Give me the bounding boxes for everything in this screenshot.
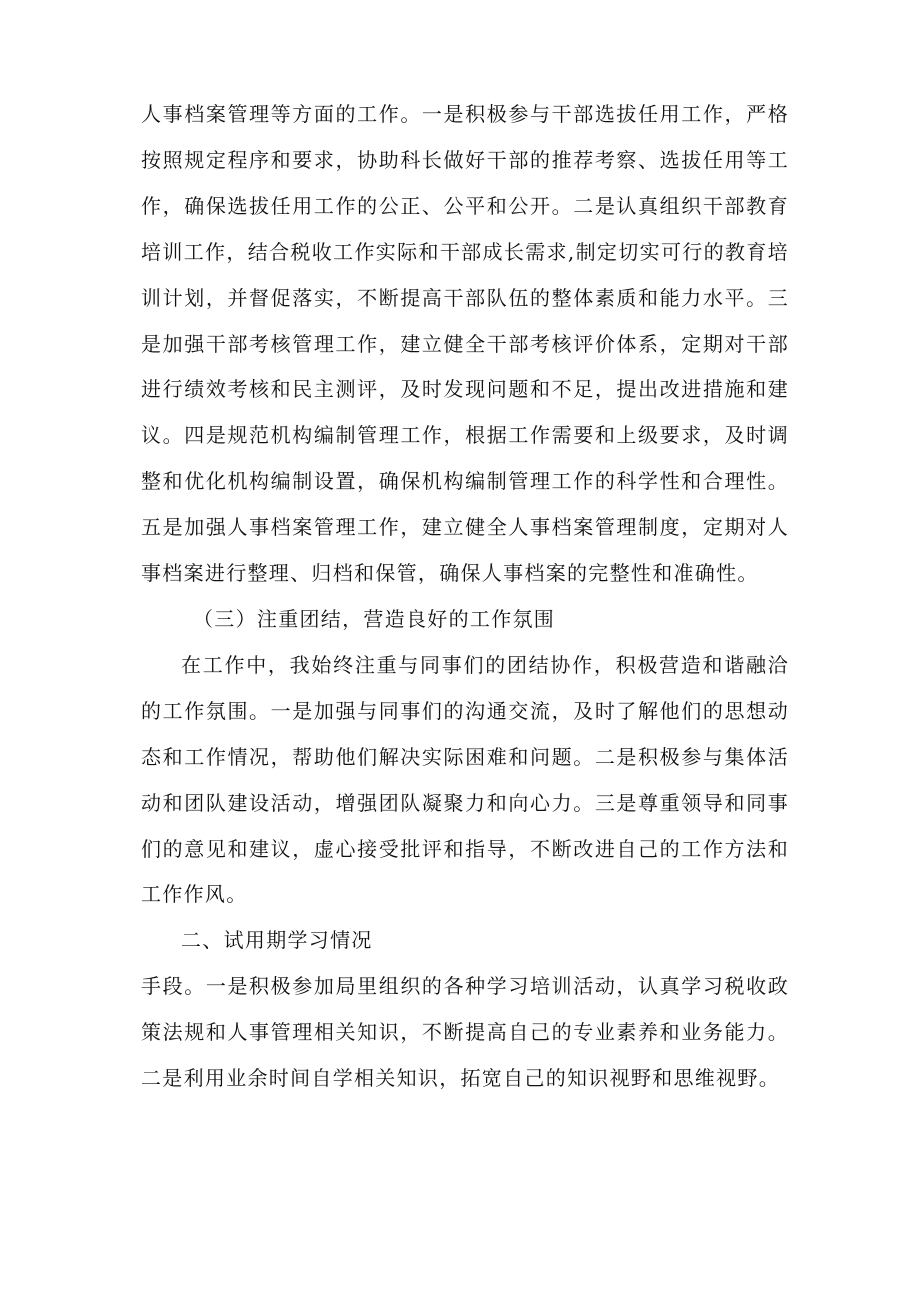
heading-unity-atmosphere: （三）注重团结，营造良好的工作氛围 — [193, 606, 556, 631]
paragraph-study-means: 手段。一是积极参加局里组织的各种学习培训活动，认真学习税收政策法规和人事管理相关知识，不断提高自己的专业素养和业务能力。二是利用业余时间自学相关知识，拓宽自己的知识视野和思维视野。 — [141, 974, 789, 1091]
paragraph-teamwork: 在工作中，我始终注重与同事们的团结协作，积极营造和谐融洽的工作氛围。一是加强与同事们的沟通交流，及时了解他们的思想动态和工作情况，帮助他们解决实际困难和问题。二是积极参与集体活动和团队建设活动，增强团队凝聚力和向心力。三是尊重领导和同事们的意见和建议，虚心接受批评和指导，不断改进自己的工作方法和工作作风。 — [141, 652, 789, 907]
heading-probation-study: 二、试用期学习情况 — [181, 928, 373, 953]
document-body — [141, 92, 789, 1102]
paragraph-personnel-archives: 人事档案管理等方面的工作。一是积极参与干部选拔任用工作，严格按照规定程序和要求，协助科长做好干部的推荐考察、选拔任用等工作，确保选拔任用工作的公正、公平和公开。二是认真组织干部教育培训工作，结合税收工作实际和干部成长需求,制定切实可行的教育培训计划，并督促落实，不断提高干部队伍的整体素质和能力水平。三是加强干部考核管理工作，建立健全干部考核评价体系，定期对干部进行绩效考核和民主测评，及时发现问题和不足，提出改进措施和建议。四是规范机构编制管理工作，根据工作需要和上级要求，及时调整和优化机构编制设置，确保机构编制管理工作的科学性和合理性。五是加强人事档案管理工作，建立健全人事档案管理制度，定期对人事档案进行整理、归档和保管，确保人事档案的完整性和准确性。 — [141, 102, 789, 586]
